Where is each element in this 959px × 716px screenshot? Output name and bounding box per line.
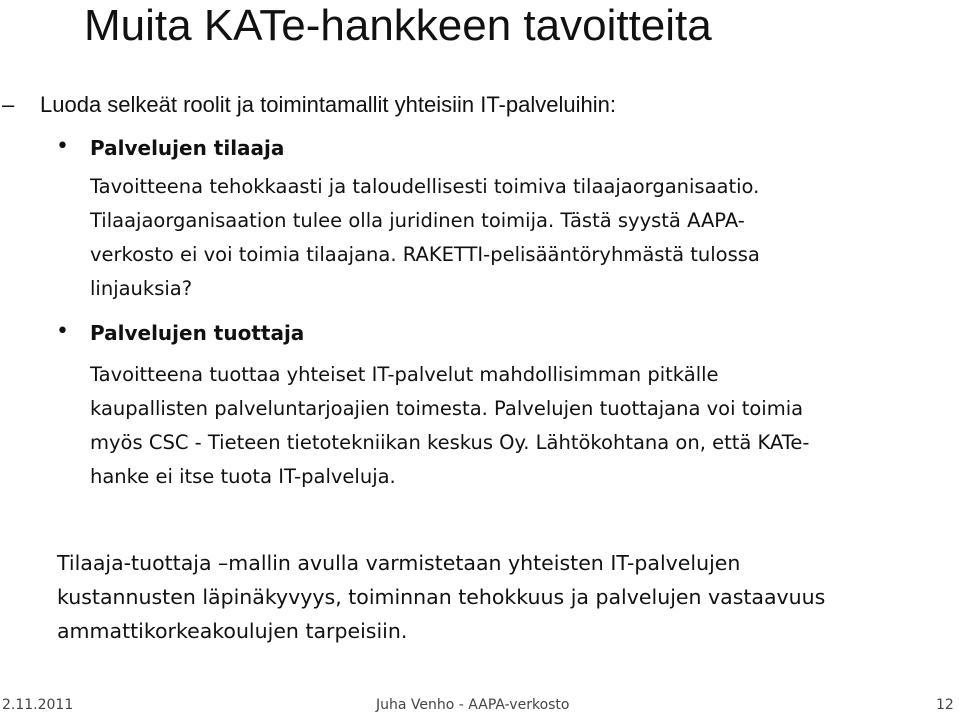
- paragraph-line: kaupallisten palveluntarjoajien toimesta. Palvelujen tuottajana voi toimia: [90, 397, 804, 420]
- dash-marker: –: [2, 92, 15, 117]
- summary-line: Tilaaja-tuottaja –mallin avulla varmistetaan yhteisten IT-palvelujen: [57, 551, 741, 575]
- slide-title: Muita KATe-hankkeen tavoitteita: [84, 1, 712, 50]
- paragraph-line: myös CSC - Tieteen tietotekniikan keskus Oy. Lähtökohtana on, että KATe-: [90, 431, 810, 454]
- section-heading: Palvelujen tuottaja: [90, 321, 305, 345]
- footer-date: 2.11.2011: [2, 697, 74, 713]
- summary-paragraph: [57, 546, 952, 648]
- footer-page-number: 12: [936, 697, 954, 713]
- intro-text: Luoda selkeät roolit ja toimintamallit yhteisiin IT-palveluihin:: [40, 92, 616, 117]
- section-heading: Palvelujen tilaaja: [90, 136, 285, 160]
- paragraph-line: verkosto ei voi toimia tilaajana. RAKETTI-pelisääntöryhmästä tulossa: [90, 243, 760, 266]
- section-paragraph: [90, 358, 950, 494]
- summary-line: kustannusten läpinäkyvyys, toiminnan tehokkuus ja palvelujen vastaavuus: [57, 585, 826, 609]
- paragraph-line: Tavoitteena tuottaa yhteiset IT-palvelut mahdollisimman pitkälle: [90, 363, 719, 386]
- paragraph-line: hanke ei itse tuota IT-palveluja.: [90, 465, 396, 488]
- footer-author: Juha Venho - AAPA-verkosto: [376, 697, 570, 713]
- section-paragraph: [90, 170, 950, 306]
- paragraph-line: Tilaajaorganisaation tulee olla juridinen toimija. Tästä syystä AAPA-: [90, 209, 745, 232]
- paragraph-line: Tavoitteena tehokkaasti ja taloudellisesti toimiva tilaajaorganisaatio.: [90, 175, 760, 198]
- bullet-icon: •: [56, 134, 69, 159]
- paragraph-line: linjauksia?: [90, 277, 193, 300]
- summary-line: ammattikorkeakoulujen tarpeisiin.: [57, 619, 408, 643]
- bullet-icon: •: [56, 319, 69, 344]
